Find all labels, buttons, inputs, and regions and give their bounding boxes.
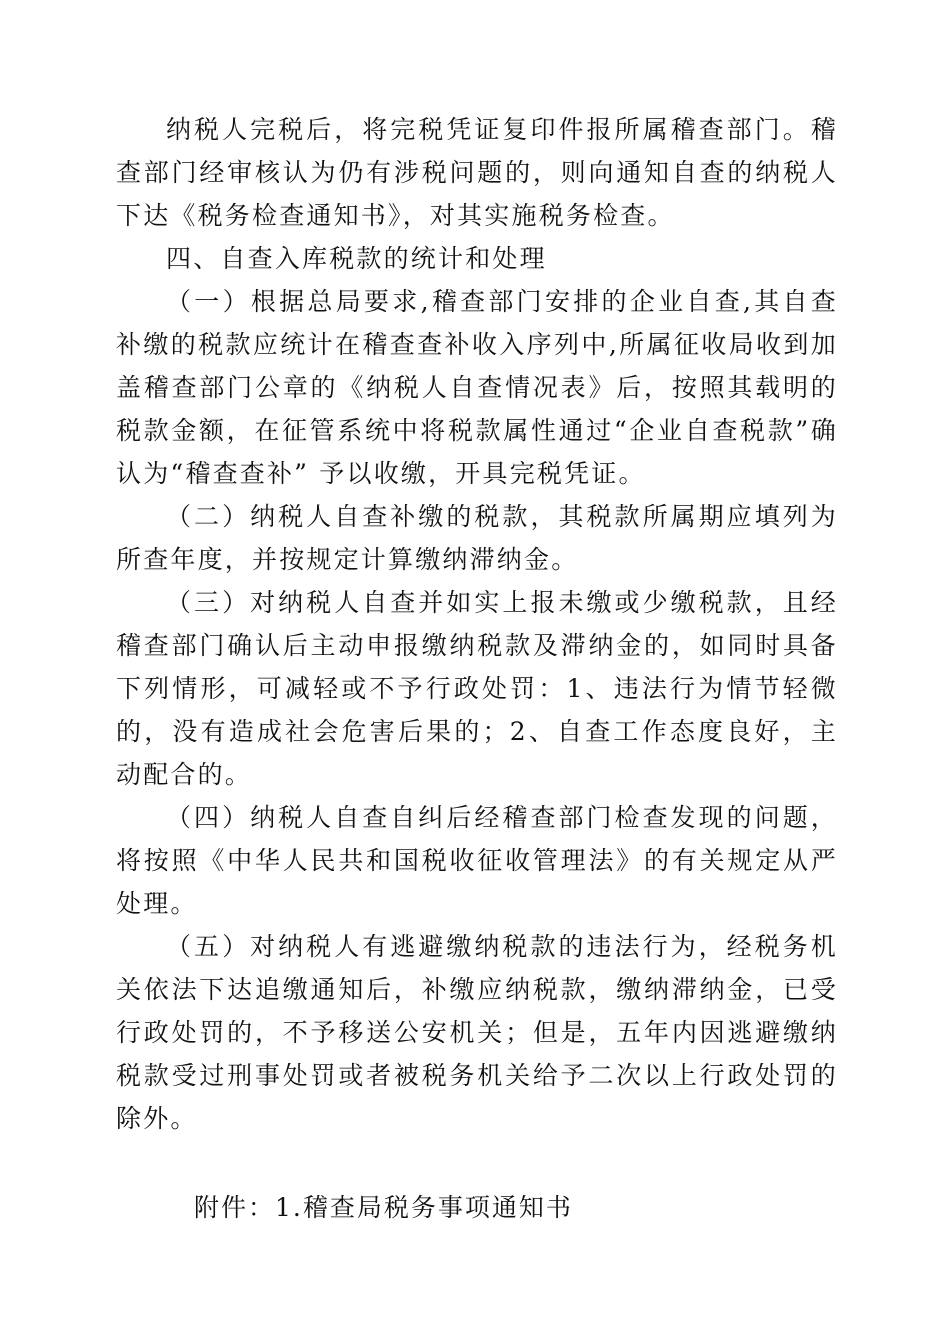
paragraph-tax-receipt: 纳税人完税后，将完税凭证复印件报所属稽查部门。稽查部门经审核认为仍有涉税问题的，则向通知自查的纳税人下达《税务检查通知书》，对其实施税务检查。 [116, 115, 838, 230]
paragraph-item-5: （五）对纳税人有逃避缴纳税款的违法行为，经税务机关依法下达追缴通知后，补缴应纳税款，缴纳滞纳金，已受行政处罚的，不予移送公安机关；但是，五年内因逃避缴纳税款受过刑事处罚或者被税务机关给予二次以上行政处罚的除外。 [116, 932, 838, 1133]
document-body [116, 108, 838, 1140]
paragraph-item-2: （二）纳税人自查补缴的税款，其税款所属期应填列为所查年度，并按规定计算缴纳滞纳金。 [116, 502, 838, 574]
paragraph-item-4: （四）纳税人自查自纠后经稽查部门检查发现的问题，将按照《中华人民共和国税收征收管理法》的有关规定从严处理。 [116, 803, 838, 918]
paragraph-item-3: （三）对纳税人自查并如实上报未缴或少缴税款，且经稽查部门确认后主动申报缴纳税款及滞纳金的，如同时具备下列情形，可减轻或不予行政处罚：1、违法行为情节轻微的，没有造成社会危害后果的；2、自查工作态度良好，主动配合的。 [116, 588, 838, 789]
attachment-line: 附件：1.稽查局税务事项通知书 [194, 1193, 573, 1222]
section-heading-four: 四、自查入库税款的统计和处理 [166, 244, 547, 273]
paragraph-item-1: （一）根据总局要求,稽查部门安排的企业自查,其自查补缴的税款应统计在稽查查补收入序列中,所属征收局收到加盖稽查部门公章的《纳税人自查情况表》后，按照其载明的税款金额，在征管系统中将税款属性通过“企业自查税款”确认为“稽查查补” 予以收缴，开具完税凭证。 [116, 287, 838, 488]
